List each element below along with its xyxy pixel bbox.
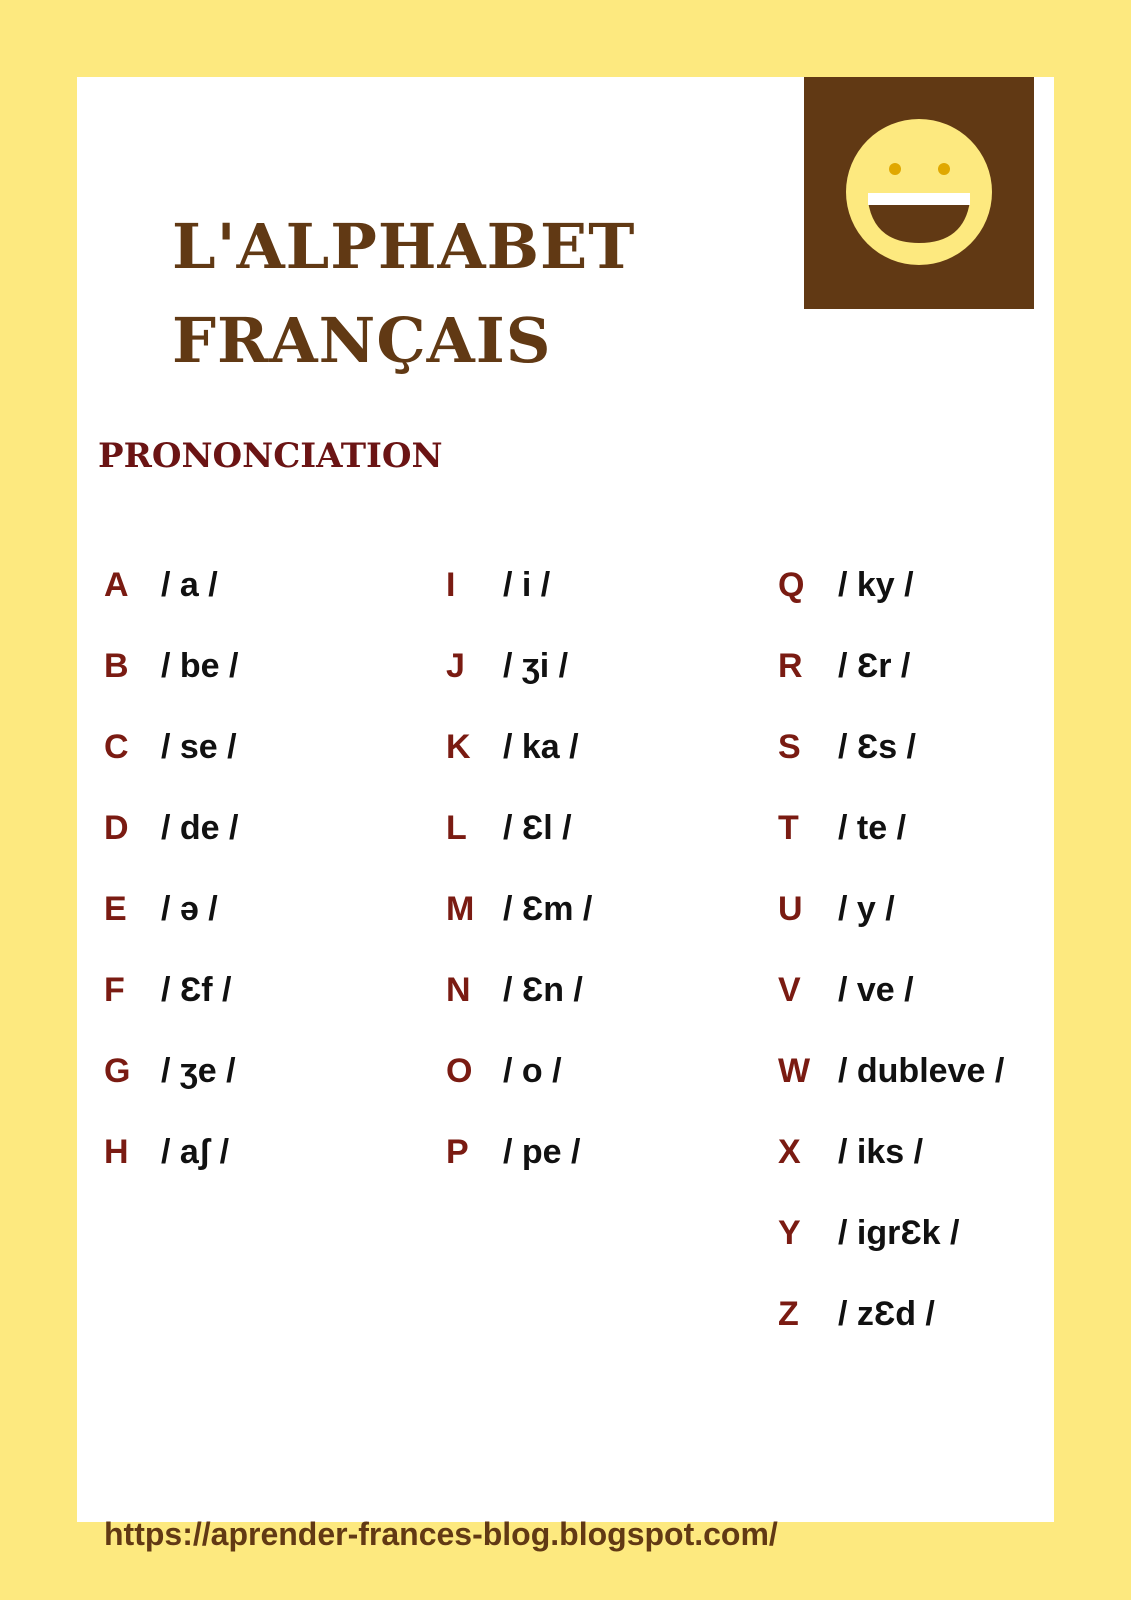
pronunciation: / se /	[161, 728, 237, 766]
letter: N	[446, 971, 471, 1009]
section-heading: PRONONCIATION	[98, 436, 443, 476]
alphabet-column-1	[104, 545, 238, 1193]
pronunciation: / ky /	[838, 566, 914, 604]
pronunciation: / iks /	[838, 1133, 924, 1171]
alphabet-row	[104, 626, 238, 707]
alphabet-row	[104, 788, 238, 869]
alphabet-row	[446, 1112, 592, 1193]
letter: A	[104, 566, 129, 604]
letter: G	[104, 1052, 131, 1090]
alphabet-row	[778, 1112, 1004, 1193]
alphabet-row	[778, 545, 1004, 626]
letter: H	[104, 1133, 129, 1171]
alphabet-row	[446, 950, 592, 1031]
pronunciation: / Ɛm /	[503, 890, 593, 928]
pronunciation: / i /	[503, 566, 551, 604]
alphabet-row	[778, 626, 1004, 707]
pronunciation: / y /	[838, 890, 895, 928]
pronunciation: / Ɛn /	[503, 971, 583, 1009]
alphabet-row	[446, 1031, 592, 1112]
footer-url: https://aprender-frances-blog.blogspot.com/	[104, 1516, 778, 1552]
pronunciation: / be /	[161, 647, 239, 685]
title-line-1: L'ALPHABET	[172, 210, 636, 283]
letter: R	[778, 647, 803, 685]
alphabet-row	[446, 545, 592, 626]
letter: E	[104, 890, 127, 928]
title-line-2: FRANÇAIS	[172, 304, 552, 377]
pronunciation: / a /	[161, 566, 218, 604]
alphabet-row	[104, 545, 238, 626]
letter: T	[778, 809, 799, 847]
pronunciation: / te /	[838, 809, 907, 847]
pronunciation: / ve /	[838, 971, 914, 1009]
alphabet-row	[778, 869, 1004, 950]
letter: K	[446, 728, 471, 766]
alphabet-column-2	[446, 545, 592, 1193]
pronunciation: / o /	[503, 1052, 562, 1090]
letter: I	[446, 566, 456, 604]
alphabet-row	[104, 950, 238, 1031]
letter: J	[446, 647, 465, 685]
alphabet-row	[778, 707, 1004, 788]
pronunciation: / Ɛl /	[503, 809, 572, 847]
pronunciation: / dubleve /	[838, 1052, 1005, 1090]
letter: V	[778, 971, 801, 1009]
alphabet-row	[104, 707, 238, 788]
pronunciation: / zƐd /	[838, 1295, 935, 1333]
alphabet-column-3	[778, 545, 1004, 1355]
letter: Q	[778, 566, 805, 604]
pronunciation: / aʃ /	[161, 1133, 230, 1171]
letter: M	[446, 890, 475, 928]
alphabet-row	[778, 1193, 1004, 1274]
alphabet-row	[446, 707, 592, 788]
pronunciation: / Ɛr /	[838, 647, 911, 685]
smiley-face-icon	[846, 119, 992, 265]
alphabet-row	[104, 869, 238, 950]
pronunciation: / ʒe /	[161, 1052, 236, 1090]
alphabet-row	[104, 1031, 238, 1112]
alphabet-row	[778, 1274, 1004, 1355]
alphabet-row	[778, 1031, 1004, 1112]
letter: F	[104, 971, 125, 1009]
letter: Y	[778, 1214, 801, 1252]
letter: Z	[778, 1295, 799, 1333]
letter: W	[778, 1052, 811, 1090]
pronunciation: / Ɛf /	[161, 971, 232, 1009]
page-title	[172, 200, 635, 388]
pronunciation: / igrƐk /	[838, 1214, 960, 1252]
letter: B	[104, 647, 129, 685]
letter: S	[778, 728, 801, 766]
alphabet-row	[446, 869, 592, 950]
letter: U	[778, 890, 803, 928]
letter: P	[446, 1133, 469, 1171]
letter: X	[778, 1133, 801, 1171]
letter: O	[446, 1052, 473, 1090]
letter: L	[446, 809, 467, 847]
alphabet-row	[446, 626, 592, 707]
alphabet-row	[446, 788, 592, 869]
pronunciation: / ə /	[161, 890, 218, 928]
pronunciation: / pe /	[503, 1133, 581, 1171]
letter: D	[104, 809, 129, 847]
alphabet-row	[778, 950, 1004, 1031]
pronunciation: / ka /	[503, 728, 579, 766]
alphabet-row	[778, 788, 1004, 869]
letter: C	[104, 728, 129, 766]
alphabet-row	[104, 1112, 238, 1193]
smiley-badge	[804, 77, 1034, 309]
pronunciation: / de /	[161, 809, 239, 847]
pronunciation: / Ɛs /	[838, 728, 916, 766]
pronunciation: / ʒi /	[503, 647, 569, 685]
